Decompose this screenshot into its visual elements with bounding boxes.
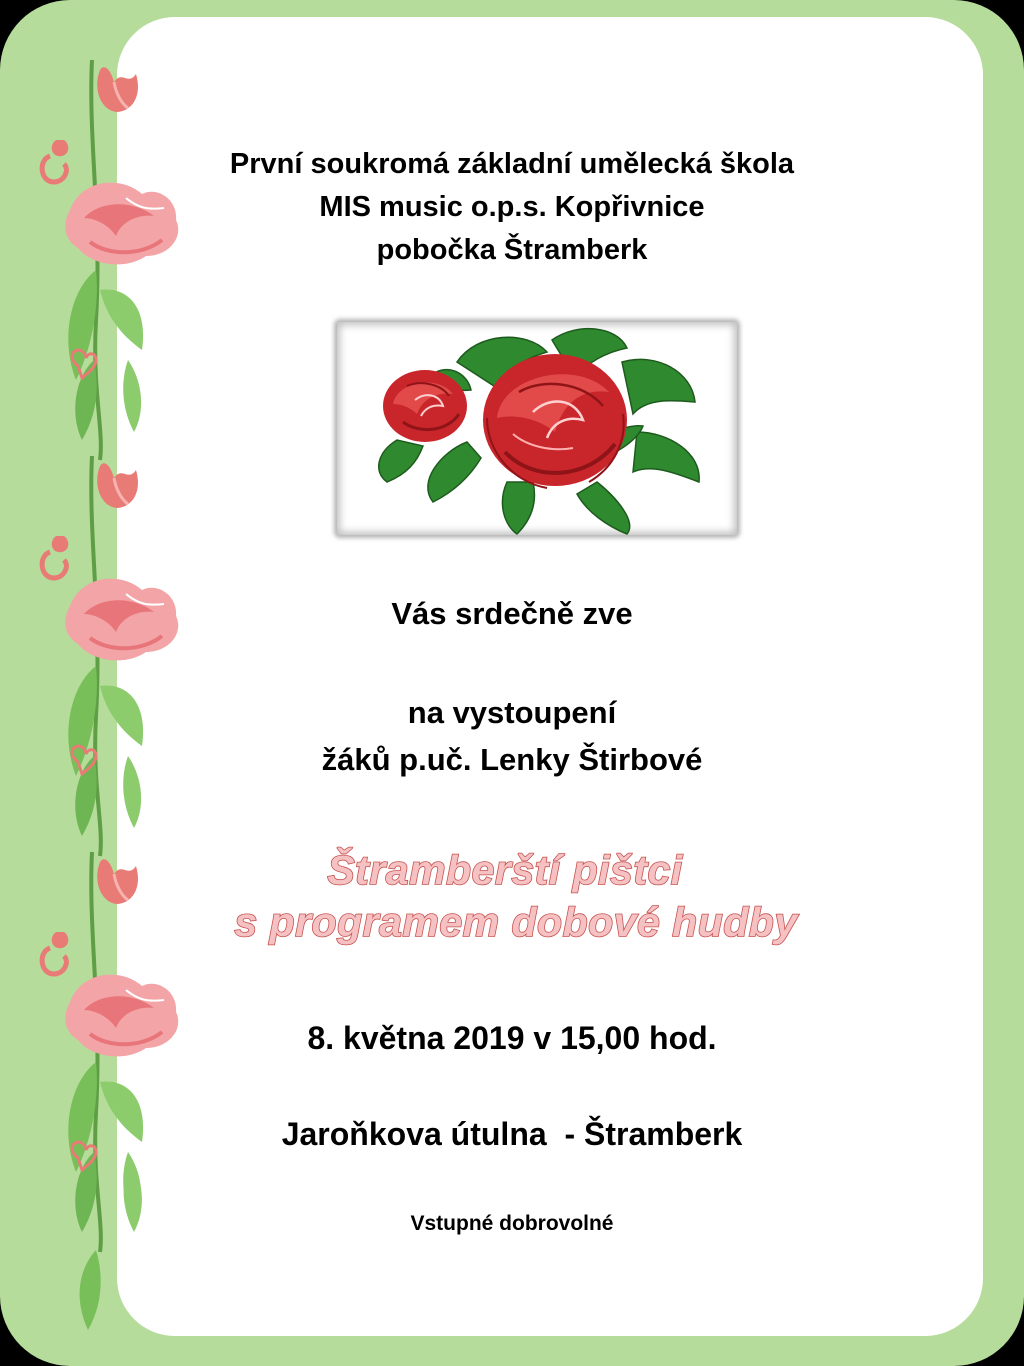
- invitation-text: Vás srdečně zve: [391, 596, 633, 631]
- admission-note: Vstupné dobrovolné: [410, 1212, 614, 1235]
- event-datetime: 8. května 2019 v 15,00 hod.: [307, 1020, 717, 1056]
- event-location: Jaroňkova útulna - Štramberk: [281, 1116, 743, 1152]
- school-name-line2: MIS music o.p.s. Kopřivnice: [319, 191, 705, 223]
- school-branch: pobočka Štramberk: [376, 234, 648, 266]
- performance-line2: žáků p.uč. Lenky Štirbové: [321, 742, 703, 777]
- event-title-line2: s programem dobové hudby: [234, 899, 798, 945]
- red-roses-icon: [337, 322, 737, 535]
- performance-line1: na vystoupení: [407, 695, 617, 730]
- roses-image: [337, 322, 737, 535]
- event-title-line1: Štramberští pištci: [327, 847, 683, 893]
- school-name-line1: První soukromá základní umělecká škola: [229, 148, 795, 180]
